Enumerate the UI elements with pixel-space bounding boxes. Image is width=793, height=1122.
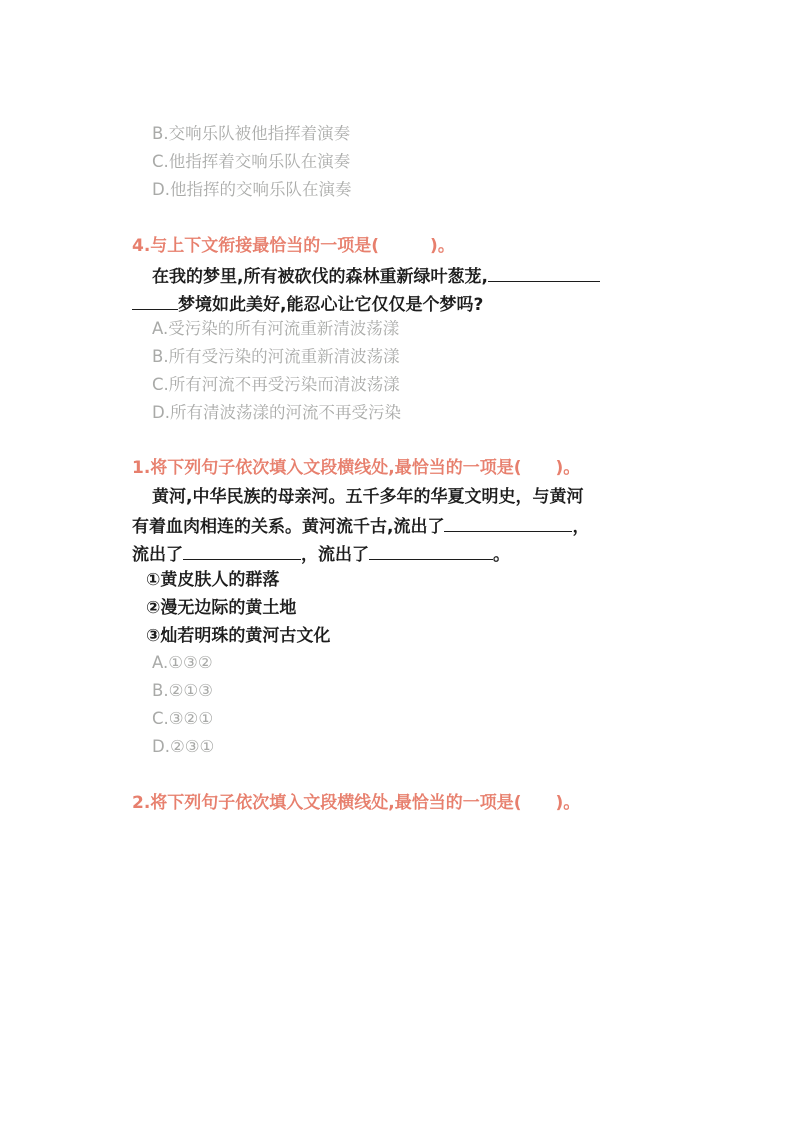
answer-blank <box>488 264 600 282</box>
question-4-passage-line2 <box>132 292 483 316</box>
passage-text: ，流出了 <box>301 545 369 565</box>
option-b: B.所有受污染的河流重新清波荡漾 <box>152 347 400 366</box>
sentence-item-2: ②漫无边际的黄土地 <box>146 598 297 618</box>
question-1-stem: 1.将下列句子依次填入文段横线处,最恰当的一项是( )。 <box>132 458 581 478</box>
option-d: D.②③① <box>152 737 215 756</box>
option-d: D.所有清波荡漾的河流不再受污染 <box>152 403 401 422</box>
option-a: A.受污染的所有河流重新清波荡漾 <box>152 319 400 338</box>
passage-text: 流出了 <box>132 545 183 565</box>
option-a: A.①③② <box>152 653 213 672</box>
option-d-prev: D.他指挥的交响乐队在演奏 <box>152 180 352 199</box>
question-4-passage-line1 <box>152 264 600 288</box>
answer-blank <box>369 542 493 560</box>
passage-text: ， <box>572 517 590 537</box>
question-1-passage-line2 <box>132 514 589 538</box>
answer-blank <box>444 514 572 532</box>
question-1-passage-line1: 黄河,中华民族的母亲河。五千多年的华夏文明史，与黄河 <box>152 487 584 507</box>
question-4-stem: 4.与上下文衔接最恰当的一项是( )。 <box>132 236 455 256</box>
option-c: C.所有河流不再受污染而清波荡漾 <box>152 375 400 394</box>
passage-text: 在我的梦里,所有被砍伐的森林重新绿叶葱茏, <box>152 267 488 287</box>
question-1-passage-line3 <box>132 542 510 566</box>
sentence-item-1: ①黄皮肤人的群落 <box>146 570 280 590</box>
option-b: B.②①③ <box>152 681 213 700</box>
passage-text: 有着血肉相连的关系。黄河流千古,流出了 <box>132 517 445 537</box>
passage-text: 梦境如此美好,能忍心让它仅仅是个梦吗? <box>178 295 484 315</box>
sentence-item-3: ③灿若明珠的黄河古文化 <box>146 626 331 646</box>
passage-text: 。 <box>493 545 510 565</box>
option-c: C.③②① <box>152 709 214 728</box>
answer-blank <box>183 542 301 560</box>
answer-blank <box>132 292 178 310</box>
option-b-prev: B.交响乐队被他指挥着演奏 <box>152 124 351 143</box>
question-2-stem: 2.将下列句子依次填入文段横线处,最恰当的一项是( )。 <box>132 793 581 813</box>
option-c-prev: C.他指挥着交响乐队在演奏 <box>152 152 351 171</box>
